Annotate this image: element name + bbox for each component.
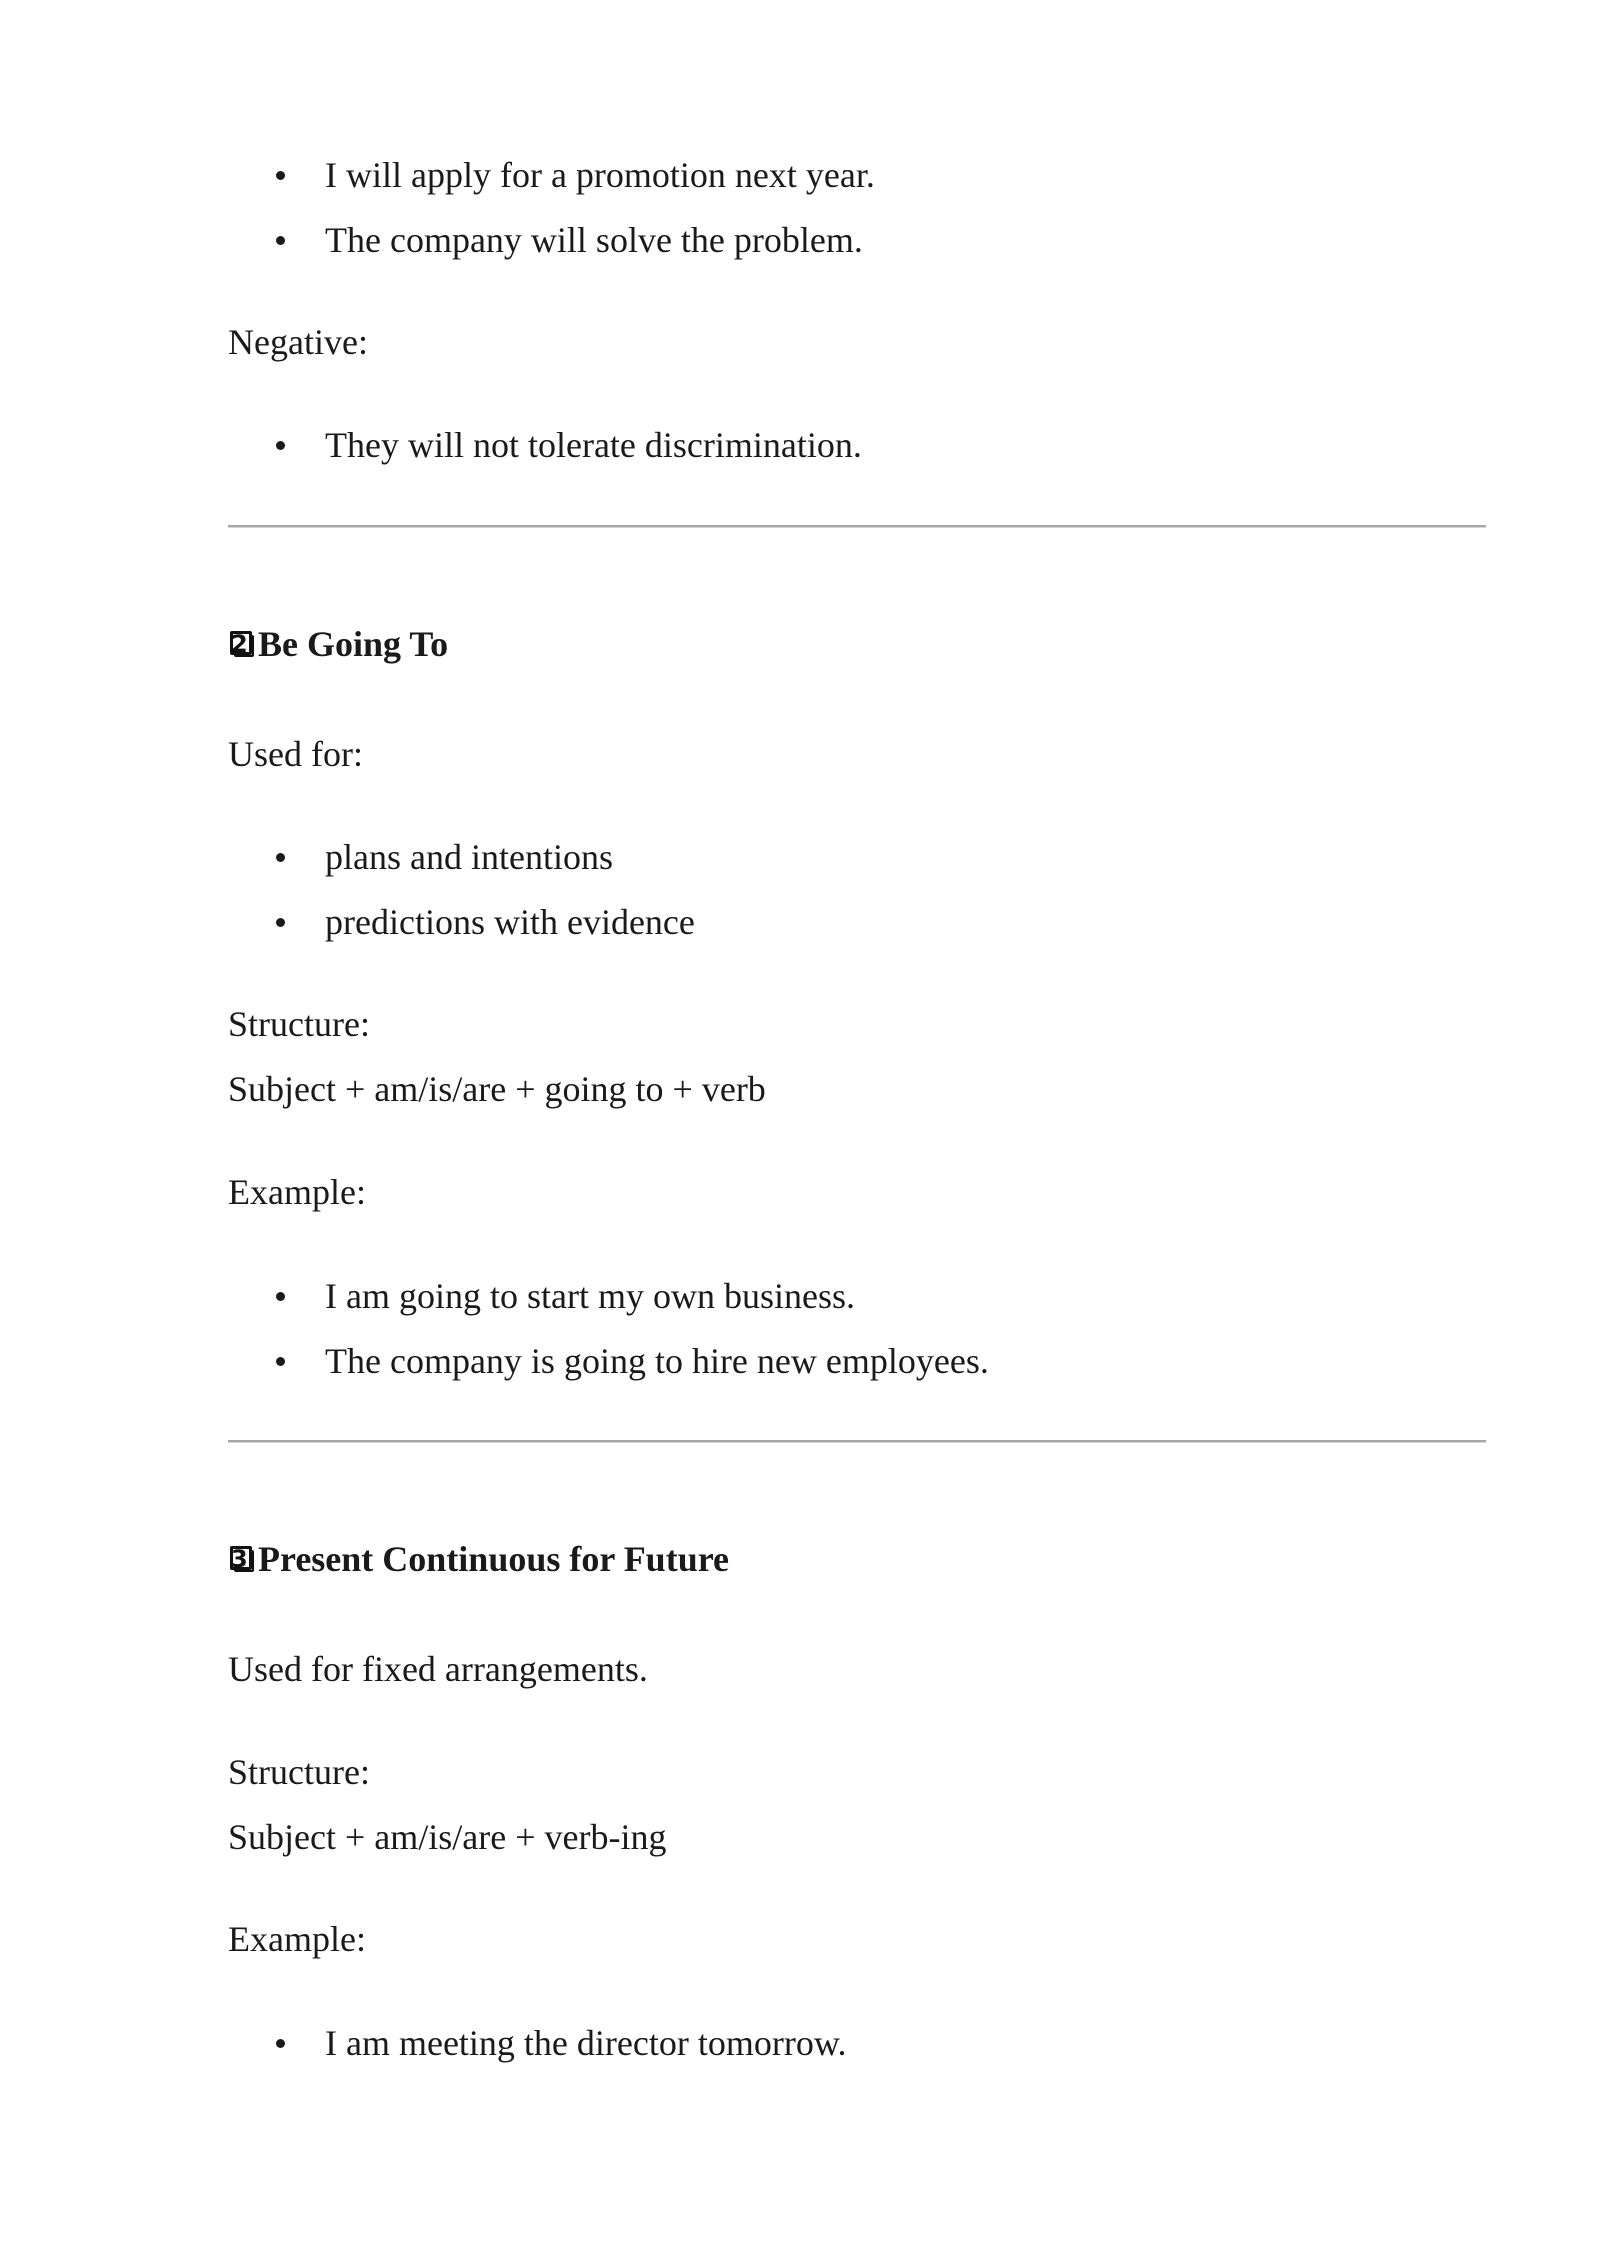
list-item: I am going to start my own business.	[325, 1276, 855, 1316]
bullet	[276, 2039, 285, 2048]
negative-label: Negative:	[228, 322, 368, 362]
list-item: They will not tolerate discrimination.	[325, 425, 862, 465]
bullet	[276, 236, 285, 245]
section-heading	[228, 622, 448, 666]
example-label: Example:	[228, 1919, 366, 1959]
section-title: Present Continuous for Future	[258, 1539, 730, 1579]
list-item: The company will solve the problem.	[325, 220, 863, 260]
list-item: The company is going to hire new employees.	[325, 1341, 989, 1381]
structure-label: Structure:	[228, 1004, 370, 1044]
bullet	[276, 171, 285, 180]
section-heading	[228, 1537, 729, 1581]
bullet	[276, 1292, 285, 1301]
list-item: I will apply for a promotion next year.	[325, 155, 875, 195]
section-title: Be Going To	[258, 624, 449, 664]
structure-formula: Subject + am/is/are + verb-ing	[228, 1817, 667, 1857]
example-label: Example:	[228, 1172, 366, 1212]
bullet	[276, 853, 285, 862]
keycap-number-icon: 2	[228, 629, 256, 659]
structure-formula: Subject + am/is/are + going to + verb	[228, 1069, 766, 1109]
used-for-label: Used for:	[228, 734, 363, 774]
structure-label: Structure:	[228, 1752, 370, 1792]
bullet	[276, 918, 285, 927]
list-item: plans and intentions	[325, 837, 613, 877]
used-for-text: Used for fixed arrangements.	[228, 1649, 648, 1689]
list-item: I am meeting the director tomorrow.	[325, 2023, 847, 2063]
horizontal-divider	[228, 1440, 1486, 1443]
bullet	[276, 1357, 285, 1366]
horizontal-divider	[228, 525, 1486, 528]
bullet	[276, 441, 285, 450]
list-item: predictions with evidence	[325, 902, 695, 942]
keycap-number-icon: 3	[228, 1544, 256, 1574]
